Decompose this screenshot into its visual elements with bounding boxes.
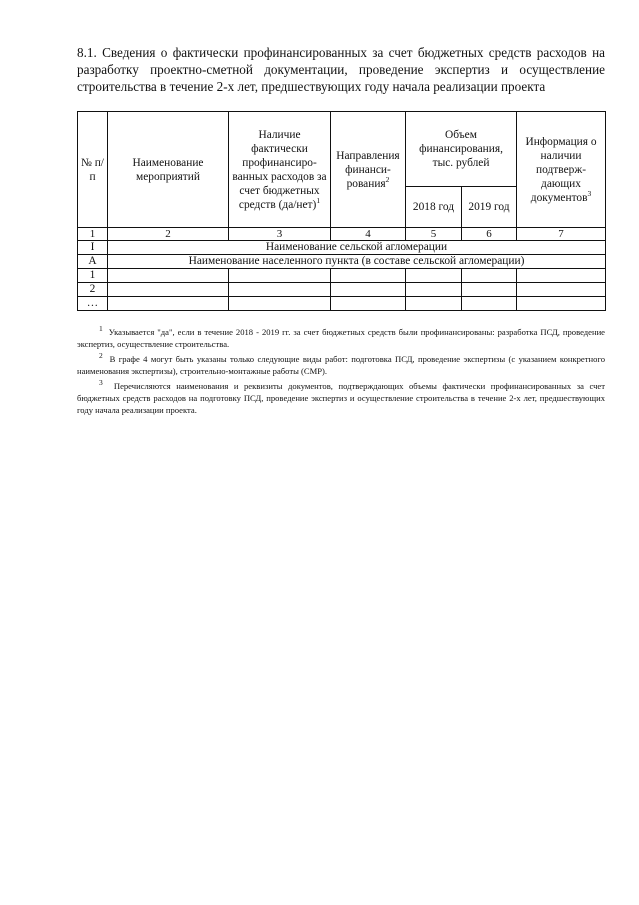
footnote-mark: 2 [99, 351, 103, 361]
row-num: 1 [78, 269, 108, 283]
footnote-ref-3: 3 [587, 188, 592, 198]
table-row [78, 269, 606, 283]
header-info: Информация о наличии подтверж-дающих документов$^3$ [517, 112, 606, 228]
footnote-text: Указывается "да", если в течение 2018 - 2019 гг. за счет бюджетных средств были профинансированы: разработка ПСД, проведение экспертиз, осуществление строительства. [77, 327, 605, 349]
row-num: А [78, 255, 108, 269]
empty-cell [229, 283, 331, 297]
footnote-mark: 1 [99, 324, 103, 334]
settlement-name: Наименование населенного пункта (в составе сельской агломерации) [108, 255, 606, 269]
empty-cell [331, 269, 406, 283]
section-heading: 8.1. Сведения о фактически профинансированных за счет бюджетных средств расходов на разработку проектно-сметной документации, проведение экспертиз и осуществление строительства в течение 2-х лет, предшествующих году начала реализации проекта [77, 45, 605, 94]
empty-cell [406, 297, 462, 311]
header-row [78, 112, 606, 187]
col-number: 2 [108, 228, 229, 241]
col-number: 1 [78, 228, 108, 241]
header-year-2019: 2019 год [462, 187, 517, 228]
row-num: 2 [78, 283, 108, 297]
col-number: 3 [229, 228, 331, 241]
footnote-3 [77, 380, 605, 416]
empty-cell [108, 269, 229, 283]
empty-cell [331, 283, 406, 297]
footnote-2 [77, 353, 605, 377]
empty-cell [462, 269, 517, 283]
empty-cell [229, 269, 331, 283]
empty-cell [229, 297, 331, 311]
empty-cell [108, 283, 229, 297]
header-funded: Наличие фактически профинансиро-ванных расходов за счет бюджетных средств $(да/нет)^1$ [229, 112, 331, 228]
header-year-2018: 2018 год [406, 187, 462, 228]
agglomeration-row [78, 241, 606, 255]
col-number: 7 [517, 228, 606, 241]
settlement-row [78, 255, 606, 269]
empty-cell [462, 297, 517, 311]
footnote-1 [77, 326, 605, 350]
header-volume: Объем финансирования, тыс. рублей [406, 112, 517, 187]
financing-table [77, 111, 606, 311]
col-number: 4 [331, 228, 406, 241]
empty-cell [517, 269, 606, 283]
footnote-ref-1: 1 [316, 195, 321, 205]
footnote-text: В графе 4 могут быть указаны только следующие виды работ: подготовка ПСД, проведение экспертизы (с указанием конкретного наименования экспертизы), строительно-монтажные работы (СМР). [77, 354, 606, 376]
empty-cell [331, 297, 406, 311]
header-num: № п/п [78, 112, 108, 228]
empty-cell [406, 283, 462, 297]
empty-cell [406, 269, 462, 283]
header-name: Наименование мероприятий [108, 112, 229, 228]
empty-cell [108, 297, 229, 311]
empty-cell [517, 297, 606, 311]
column-numbers-row [78, 228, 606, 241]
footnote-text: Перечисляются наименования и реквизиты документов, подтверждающих объемы фактически профинансированных за счет бюджетных средств расходов на подготовку ПСД, проведение экспертиз и осуществление строительства в течение 2-х лет, предшествующих году начала реализации проекта. [77, 381, 605, 415]
col-number: 6 [462, 228, 517, 241]
footnote-mark: 3 [99, 378, 103, 388]
row-num: I [78, 241, 108, 255]
empty-cell [462, 283, 517, 297]
empty-cell [517, 283, 606, 297]
table-row [78, 297, 606, 311]
footnote-ref-2: 2 [385, 174, 390, 184]
agglomeration-name: Наименование сельской агломерации [108, 241, 606, 255]
col-number: 5 [406, 228, 462, 241]
table-row [78, 283, 606, 297]
header-directions: Направления финанси-рования$^2$ [331, 112, 406, 228]
row-num: … [78, 297, 108, 311]
